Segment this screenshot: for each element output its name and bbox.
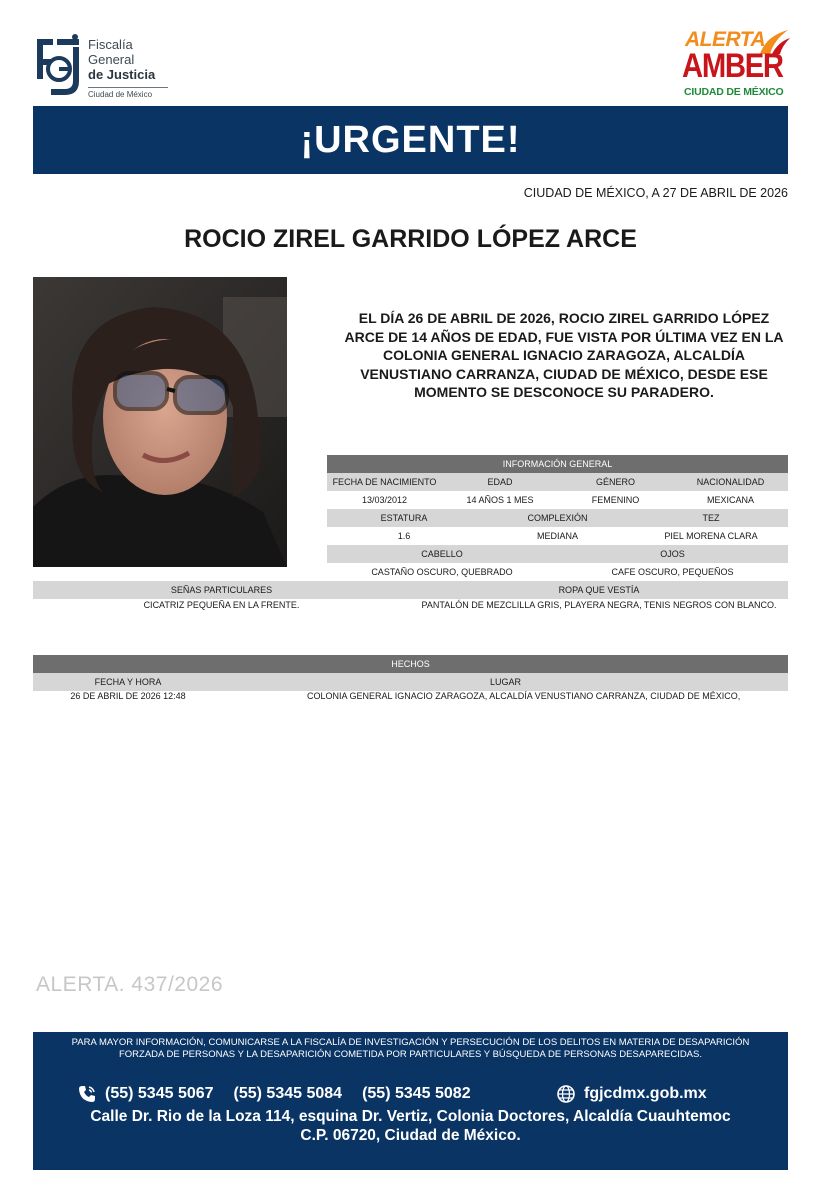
value-edad: 14 AÑOS 1 MES (466, 495, 534, 505)
address (33, 1107, 788, 1145)
value-senas-particulares: CICATRIZ PEQUEÑA EN LA FRENTE. (143, 600, 300, 610)
fgj-line1: Fiscalía (88, 37, 133, 52)
header-complexion: COMPLEXIÓN (527, 513, 588, 523)
value-tez: PIEL MORENA CLARA (664, 531, 758, 541)
header-tez: TEZ (702, 513, 720, 523)
header-fecha-nacimiento: FECHA DE NACIMIENTO (332, 477, 437, 487)
urgent-banner (33, 106, 788, 174)
fgj-emblem-icon (33, 33, 83, 99)
header-lugar: LUGAR (489, 677, 521, 687)
issue-date: CIUDAD DE MÉXICO, A 27 DE ABRIL DE 2026 (523, 186, 788, 200)
contact-footer (33, 1032, 788, 1170)
info-headers-row-3 (327, 545, 788, 563)
fgj-line2: General (88, 52, 135, 67)
phone-3[interactable]: (55) 5345 5082 (362, 1085, 471, 1102)
fgj-wordmark (88, 37, 155, 82)
value-cabello: CASTAÑO OSCURO, QUEBRADO (371, 567, 513, 577)
value-fecha-nacimiento: 13/03/2012 (361, 495, 408, 505)
info-values-row-4 (33, 596, 788, 614)
value-genero: FEMENINO (591, 495, 640, 505)
phone-list (77, 1084, 491, 1104)
value-complexion: MEDIANA (536, 531, 578, 541)
value-ojos: CAFE OSCURO, PEQUEÑOS (611, 567, 734, 577)
fgj-subtitle: Ciudad de México (88, 87, 168, 99)
hechos-title: HECHOS (391, 659, 430, 669)
amber-line1: ALERTA (685, 28, 766, 51)
globe-icon (556, 1084, 576, 1104)
info-headers-row-2 (327, 509, 788, 527)
website-link[interactable] (556, 1084, 707, 1104)
alerta-amber-logo (680, 28, 792, 102)
header-estatura: ESTATURA (380, 513, 428, 523)
hechos-values-row (33, 687, 788, 705)
phone-2[interactable]: (55) 5345 5084 (233, 1085, 343, 1102)
value-ropa: PANTALÓN DE MEZCLILLA GRIS, PLAYERA NEGRA, TENIS NEGROS CON BLANCO. (421, 600, 777, 610)
urgent-title: ¡URGENTE! (300, 118, 521, 161)
header-genero: GÉNERO (595, 477, 635, 487)
person-name: ROCIO ZIREL GARRIDO LÓPEZ ARCE (184, 225, 637, 253)
fgj-logo (33, 33, 173, 101)
header-edad: EDAD (487, 477, 513, 487)
header-fecha-hora: FECHA Y HORA (94, 677, 162, 687)
value-fecha-hora: 26 DE ABRIL DE 2026 12:48 (70, 691, 186, 701)
header-cabello: CABELLO (421, 549, 463, 559)
address-line2: C.P. 06720, Ciudad de México. (300, 1127, 521, 1144)
footer-note: PARA MAYOR INFORMACIÓN, COMUNICARSE A LA FISCALÍA DE INVESTIGACIÓN Y PERSECUCIÓN DE LOS DELITOS EN MATERIA DE DESAPARICIÓN FORZADA DE PERSONAS Y LA DESAPARICIÓN COMETIDA POR PARTICULARES Y BÚSQUEDA DE PERSONAS DESAPARECIDAS. (71, 1037, 750, 1060)
summary-paragraph: EL DÍA 26 DE ABRIL DE 2026, ROCIO ZIREL GARRIDO LÓPEZ ARCE DE 14 AÑOS DE EDAD, FUE VISTA POR ÚLTIMA VEZ EN LA COLONIA GENERAL IGNACIO ZARAGOZA, ALCALDÍA VENUSTIANO CARRANZA, CIUDAD DE MÉXICO, DESDE ESE MOMENTO SE DESCONOCE SU PARADERO. (344, 310, 784, 400)
info-headers-row-1 (327, 473, 788, 491)
amber-line3: CIUDAD DE MÉXICO (684, 86, 784, 98)
info-values-row-3 (327, 563, 788, 581)
header-senas-particulares: SEÑAS PARTICULARES (170, 585, 273, 595)
alert-number: ALERTA. 437/2026 (36, 973, 224, 996)
info-values-row-1 (327, 491, 788, 509)
value-estatura: 1.6 (397, 531, 411, 541)
header-ropa: ROPA QUE VESTÍA (558, 585, 640, 595)
fgj-line3: de Justicia (88, 67, 156, 82)
amber-line2: AMBER (682, 47, 783, 85)
person-photo (33, 277, 287, 567)
phone-1[interactable]: (55) 5345 5067 (105, 1085, 214, 1102)
person-photo-image (33, 277, 287, 567)
value-lugar: COLONIA GENERAL IGNACIO ZARAGOZA, ALCALDÍA VENUSTIANO CARRANZA, CIUDAD DE MÉXICO, (307, 691, 741, 701)
header-ojos: OJOS (660, 549, 685, 559)
hechos-header (33, 655, 788, 673)
header-nacionalidad: NACIONALIDAD (696, 477, 765, 487)
phone-icon (77, 1084, 97, 1104)
address-line1: Calle Dr. Rio de la Loza 114, esquina Dr. Vertiz, Colonia Doctores, Alcaldía Cuauhtemoc (90, 1108, 731, 1125)
info-general-header (327, 455, 788, 473)
info-values-row-2 (327, 527, 788, 545)
website-text[interactable]: fgjcdmx.gob.mx (584, 1085, 707, 1102)
value-nacionalidad: MEXICANA (706, 495, 754, 505)
info-general-title: INFORMACIÓN GENERAL (502, 459, 613, 469)
